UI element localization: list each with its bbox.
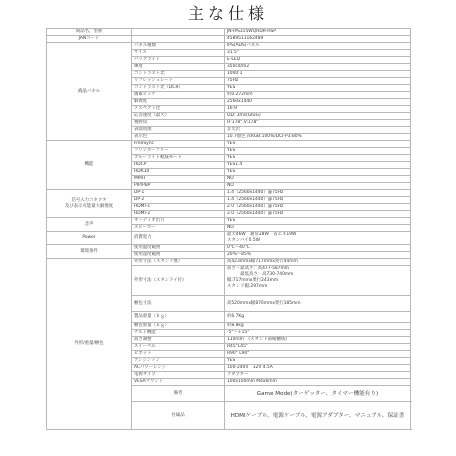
spec-label: FreeSync <box>132 141 225 148</box>
spec-label: PIP/PBP <box>132 183 225 190</box>
spec-label: DP-2 <box>132 197 225 204</box>
spec-value: 20%～85% <box>225 252 411 259</box>
spec-value: OD: 3ms(GtoG) <box>225 113 411 120</box>
spec-label: 梱包重量（ｋｇ） <box>132 323 225 330</box>
spec-value: NO <box>225 176 411 183</box>
spec-label: 輝度 <box>132 64 225 71</box>
spec-label: ピボット <box>132 351 225 358</box>
spec-value: R90° L90° <box>225 351 411 358</box>
spec-value: HDMIケーブル、電源ケーブル、電源アダプター、マニュアル、保証書 <box>225 402 411 430</box>
spec-value: 高520mmx幅870mmx奥行185mm <box>225 296 411 312</box>
spec-value: 約8.8kg <box>225 323 411 330</box>
spec-category: 外形/重量/梱包 <box>47 259 132 430</box>
spec-value: Game Mode(ターゲッター、タイマー機能有り) <box>225 386 411 402</box>
spec-label: VESAマウント <box>132 379 225 386</box>
spec-label: HDCP <box>132 162 225 169</box>
spec-value: 約0.272mm <box>225 92 411 99</box>
spec-value: 4589511162489 <box>225 36 411 43</box>
spec-value: アダプター <box>225 372 411 379</box>
spec-row <box>47 141 411 148</box>
spec-value: 2.0（2560x1440）@75Hz <box>225 204 411 211</box>
spec-label: スピーカー <box>132 225 225 232</box>
spec-value: 2560x1440 <box>225 99 411 106</box>
spec-value: 31.5" <box>225 50 411 57</box>
spec-label: 製品重量（ｋｇ） <box>132 312 225 323</box>
spec-label: 視野角 <box>132 120 225 127</box>
spec-label: 電源タイプ <box>132 372 225 379</box>
spec-label: 外形寸法（スタンド無） <box>132 259 225 266</box>
spec-label <box>132 36 225 43</box>
page-title: 主な仕様 <box>187 4 268 23</box>
spec-value: 10.7億色 /sRGB:100%/DCI-P3:80% <box>225 134 411 141</box>
spec-value: E-LED <box>225 57 411 64</box>
spec-label: 梱包寸法 <box>132 296 225 312</box>
spec-row <box>47 218 411 225</box>
spec-category: 付属品 <box>132 402 225 430</box>
spec-row <box>47 43 411 50</box>
spec-category: 備考 <box>132 386 225 402</box>
spec-label: スイーベル <box>132 344 225 351</box>
spec-value: 350cd/m2 <box>225 64 411 71</box>
spec-value: 16:9 <box>225 106 411 113</box>
spec-label: ケンジントン <box>132 358 225 365</box>
spec-value: YES <box>225 141 411 148</box>
spec-row <box>47 190 411 197</box>
spec-value: NO <box>225 183 411 190</box>
spec-value: 100x100mm M4x6mm <box>225 379 411 386</box>
spec-value: YES1.4 <box>225 162 411 169</box>
spec-row <box>47 232 411 245</box>
spec-category: JANコード <box>47 36 132 43</box>
spec-label: 表面処理 <box>132 127 225 134</box>
spec-value: 最大46W 通常28W 省エネ19W スタンバイ0.5W <box>225 232 411 245</box>
spec-value: 高423mmx幅717mmx奥行44mm <box>225 259 411 266</box>
spec-category: 環境条件 <box>47 245 132 259</box>
spec-label: バックライト <box>132 57 225 64</box>
spec-label: 解像度 <box>132 99 225 106</box>
spec-row <box>47 259 411 266</box>
spec-label: DP-1 <box>132 190 225 197</box>
spec-value: JN-IPS315WQHDR-HSP <box>225 29 411 36</box>
spec-label: リフレッシュレート <box>132 78 225 85</box>
spec-row <box>47 36 411 43</box>
spec-value: 1.4（2560x1440）@75Hz <box>225 190 411 197</box>
spec-label: アスペクト比 <box>132 106 225 113</box>
spec-category: 機能 <box>47 141 132 190</box>
spec-category: 音声 <box>47 218 132 232</box>
spec-label: HDMI-1 <box>132 204 225 211</box>
spec-label: オーディオ出力 <box>132 218 225 225</box>
spec-value: YES <box>225 218 411 225</box>
spec-label: パネル種類 <box>132 43 225 50</box>
spec-table <box>46 28 411 430</box>
spec-label: 表示色 <box>132 134 225 141</box>
spec-value: 1.4（2560x1440）@75Hz <box>225 197 411 204</box>
spec-label: 消費電力 <box>132 232 225 245</box>
spec-value: YES <box>225 148 411 155</box>
spec-value: 約6.7Kg <box>225 312 411 323</box>
spec-value: YES <box>225 85 411 92</box>
spec-value: YES <box>225 155 411 162</box>
spec-value: 高さ－最高さ：高477-587mm 最低高さ：高730-740mm 幅:717mmx奥行243mm スタンド幅:297mm <box>225 266 411 296</box>
spec-label: 使用温度範囲 <box>132 245 225 252</box>
spec-label: 使用湿度範囲 <box>132 252 225 259</box>
spec-category: 液晶パネル <box>47 43 132 141</box>
spec-label: HDMI-2 <box>132 211 225 218</box>
spec-value: IPS(ADS)パネル <box>225 43 411 50</box>
spec-value: 100-240V 12V 4.5A <box>225 365 411 372</box>
spec-value: R45°L45° <box>225 344 411 351</box>
spec-label: 応答速度（最大） <box>132 113 225 120</box>
spec-label: サイズ <box>132 50 225 57</box>
spec-label: コントラスト比（DCR） <box>132 85 225 92</box>
spec-label <box>132 29 225 36</box>
spec-label: 高さ調整 <box>132 337 225 344</box>
spec-label: ACパワーレンジ <box>132 365 225 372</box>
spec-category: 信号入力コネクタ 及び表示可能最大解像度 <box>47 190 132 218</box>
spec-value: H:178°,V:178° <box>225 120 411 127</box>
spec-row <box>47 29 411 36</box>
spec-category: 商品名、型番 <box>47 29 132 36</box>
spec-value: NO <box>225 225 411 232</box>
spec-label: HDR10 <box>132 169 225 176</box>
spec-value: 0℃～40℃ <box>225 245 411 252</box>
spec-value: 1000:1 <box>225 71 411 78</box>
spec-label: 外形寸法（スタンドイ付） <box>132 266 225 296</box>
spec-value: 2.0（2560x1440）@75Hz <box>225 211 411 218</box>
spec-value: 非光沢 <box>225 127 411 134</box>
spec-label: 画素ピッチ <box>132 92 225 99</box>
spec-label: MPRT <box>132 176 225 183</box>
spec-label: チルト機能 <box>132 330 225 337</box>
spec-value: 75Hz <box>225 78 411 85</box>
spec-label: フリッカーフリー <box>132 148 225 155</box>
spec-value: YES <box>225 169 411 176</box>
spec-row <box>47 245 411 252</box>
spec-label: コントラスト比 <box>132 71 225 78</box>
spec-value: 110mm (スタンド部稼働域) <box>225 337 411 344</box>
spec-value: YES <box>225 358 411 365</box>
spec-label: ブルーライト軽減モード <box>132 155 225 162</box>
spec-category: Power <box>47 232 132 245</box>
spec-value: -5°～+15° <box>225 330 411 337</box>
